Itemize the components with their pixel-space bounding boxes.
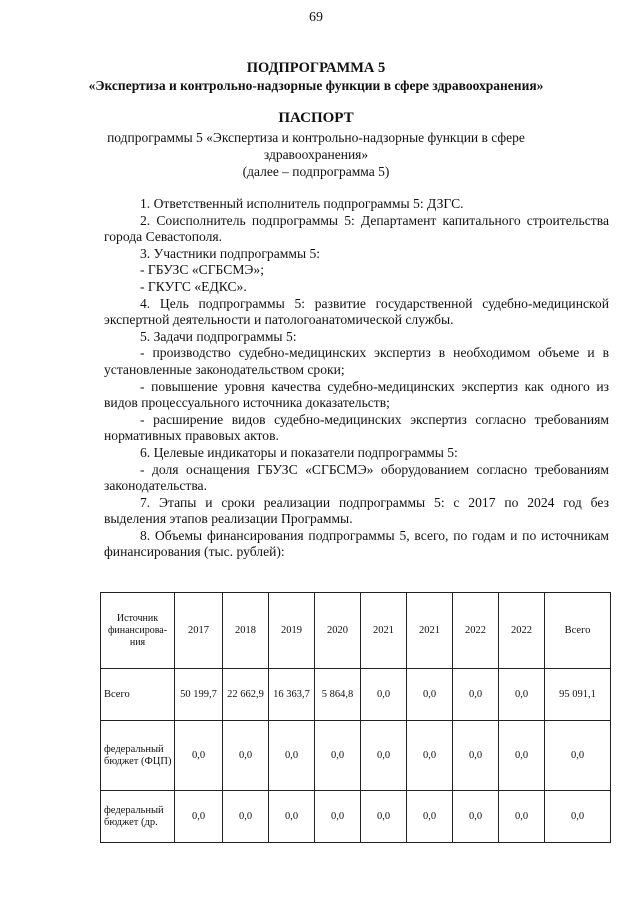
list-item: - ГКУГС «ЕДКС». [140, 278, 247, 294]
passport-subtitle-line: подпрограммы 5 «Экспертиза и контрольно-надзорные функции в сфере [107, 130, 525, 145]
table-cell: 0,0 [175, 721, 223, 791]
table-cell: 22 662,9 [223, 669, 269, 721]
list-item: - доля оснащения ГБУЗС «СГБСМЭ» оборудованием согласно требованиям законодательства. [104, 461, 609, 494]
table-cell: 0,0 [361, 791, 407, 843]
paragraph: 7. Этапы и сроки реализации подпрограммы 5: с 2017 по 2024 год без выделения этапов реализации Программы. [104, 494, 609, 527]
page-number: 69 [309, 10, 323, 25]
table-cell: 0,0 [269, 791, 315, 843]
table-cell: 95 091,1 [545, 669, 611, 721]
table-cell: 5 864,8 [315, 669, 361, 721]
column-header: 2022 [499, 593, 545, 669]
column-header: 2021 [407, 593, 453, 669]
table-cell: 0,0 [407, 791, 453, 843]
passport-subtitle [100, 129, 532, 180]
table-cell: 0,0 [407, 721, 453, 791]
list-item: - производство судебно-медицинских экспертиз в необходимом объеме и в установленные законодательством сроки; [104, 345, 609, 377]
paragraph: 2. Соисполнитель подпрограммы 5: Департамент капитального строительства города Севастополя. [104, 212, 609, 245]
table-cell: 0,0 [499, 791, 545, 843]
table-cell: 0,0 [545, 791, 611, 843]
table-header-row [101, 593, 611, 669]
table-cell: 0,0 [223, 721, 269, 791]
passport-body [104, 196, 609, 561]
column-header: 2018 [223, 593, 269, 669]
passport-title: ПАСПОРТ [278, 110, 354, 126]
table-cell: 50 199,7 [175, 669, 223, 721]
column-header: 2022 [453, 593, 499, 669]
column-header: 2019 [269, 593, 315, 669]
table-cell: 0,0 [315, 721, 361, 791]
program-title: ПОДПРОГРАММА 5 [246, 60, 386, 76]
table-cell: 0,0 [499, 669, 545, 721]
table-cell: 0,0 [223, 791, 269, 843]
paragraph: 4. Цель подпрограммы 5: развитие государственной судебно-медицинской экспертной деятельности и патологоанатомической службы. [104, 295, 609, 328]
table-cell: 0,0 [453, 669, 499, 721]
table-cell: 0,0 [453, 721, 499, 791]
table-cell: Всего [101, 669, 175, 721]
table-cell: 0,0 [361, 669, 407, 721]
financing-table [100, 592, 611, 843]
table-cell: 16 363,7 [269, 669, 315, 721]
table-row [101, 791, 611, 843]
list-item: - расширение видов судебно-медицинских экспертиз согласно требованиям нормативных правовых актов. [104, 411, 609, 444]
paragraph: 3. Участники подпрограммы 5: [140, 245, 321, 261]
passport-subtitle-line: (далее – подпрограмма 5) [242, 164, 390, 179]
column-header: 2017 [175, 593, 223, 669]
column-header: 2021 [361, 593, 407, 669]
table-cell: 0,0 [499, 721, 545, 791]
list-item: - повышение уровня качества судебно-медицинских экспертиз как одного из видов процессуального источника доказательств; [104, 378, 609, 411]
paragraph: 8. Объемы финансирования подпрограммы 5, всего, по годам и по источникам финансирования (тыс. рублей): [104, 527, 609, 560]
program-subtitle: «Экспертиза и контрольно-надзорные функции в сфере здравоохранения» [88, 78, 544, 93]
table-cell: 0,0 [315, 791, 361, 843]
passport-subtitle-line: здравоохранения» [263, 147, 369, 162]
table-cell: федеральный бюджет (др. [101, 791, 175, 843]
column-header: 2020 [315, 593, 361, 669]
column-header: Всего [545, 593, 611, 669]
paragraph: 6. Целевые индикаторы и показатели подпрограммы 5: [140, 444, 458, 460]
paragraph: 1. Ответственный исполнитель подпрограммы 5: ДЗГС. [140, 196, 464, 211]
table-cell: 0,0 [407, 669, 453, 721]
table-row [101, 721, 611, 791]
table-cell: 0,0 [175, 791, 223, 843]
table-row [101, 669, 611, 721]
table-cell: 0,0 [361, 721, 407, 791]
column-header: Источник финансирова-ния [101, 593, 175, 669]
list-item: - ГБУЗС «СГБСМЭ»; [140, 262, 264, 278]
table-cell: 0,0 [269, 721, 315, 791]
table-cell: федеральный бюджет (ФЦП) [101, 721, 175, 791]
paragraph: 5. Задачи подпрограммы 5: [140, 328, 297, 344]
table-cell: 0,0 [545, 721, 611, 791]
table-cell: 0,0 [453, 791, 499, 843]
